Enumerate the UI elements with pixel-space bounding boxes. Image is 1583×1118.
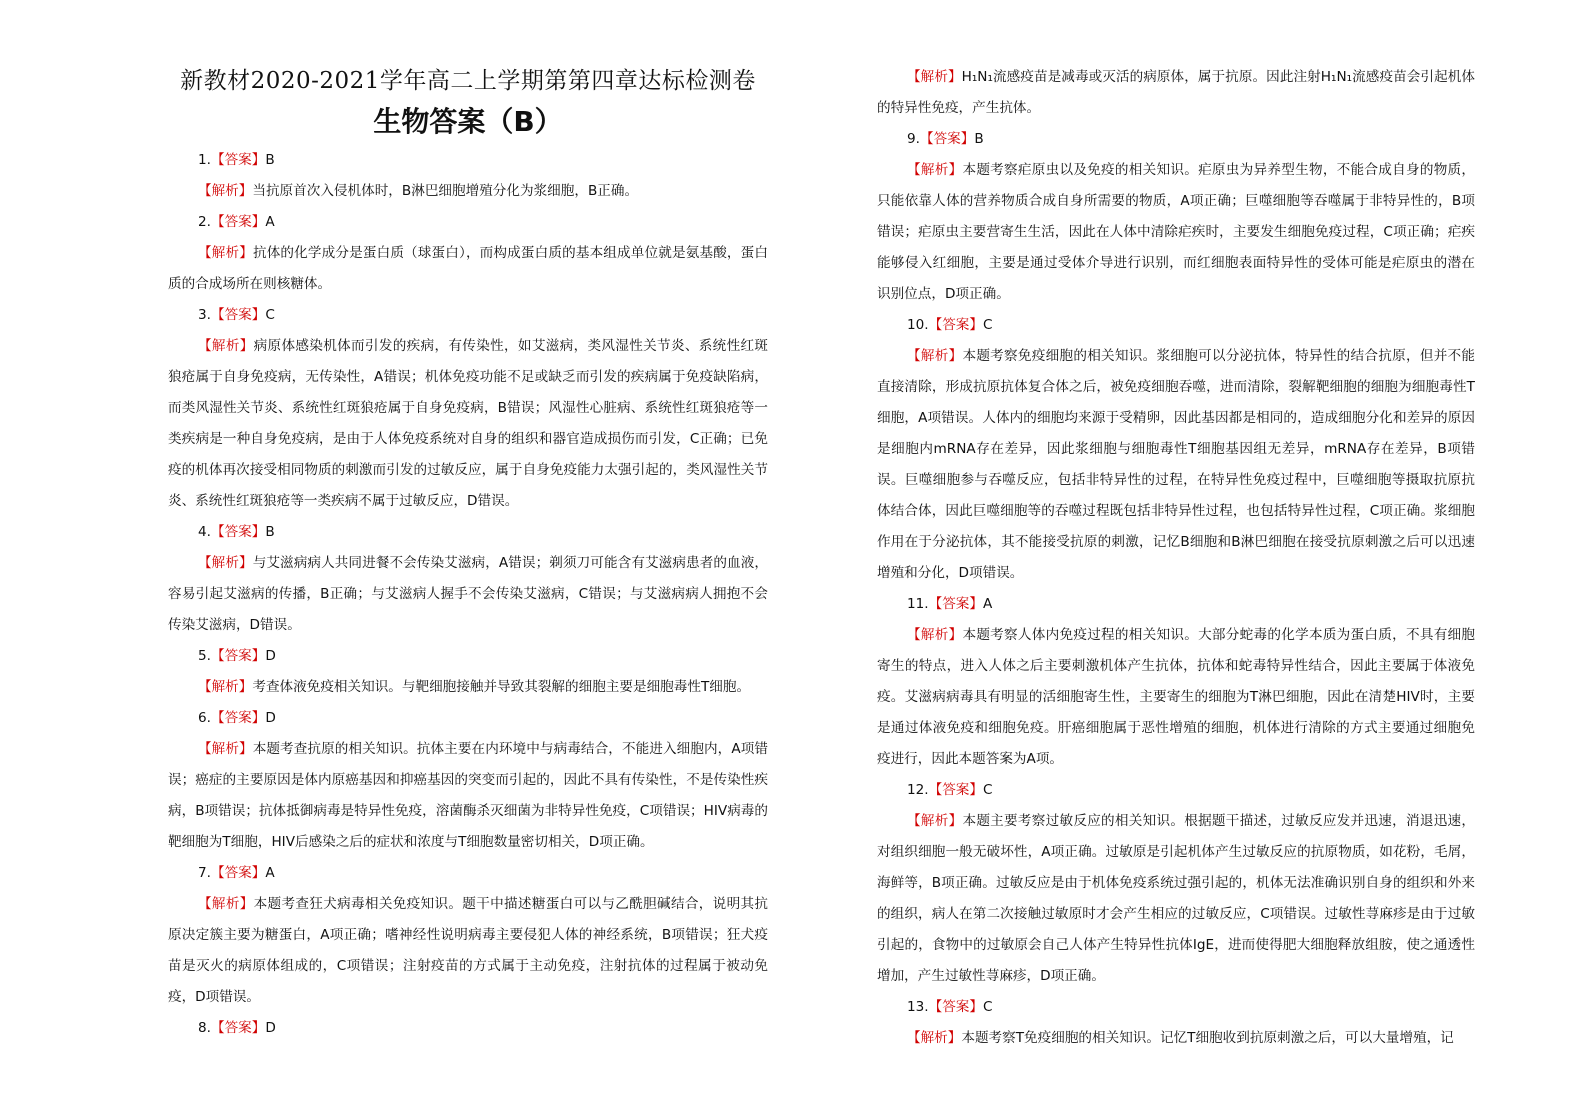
answer-value: B bbox=[265, 524, 275, 540]
answer-line bbox=[877, 992, 1475, 1023]
explanation-text: 本题主要考察过敏反应的相关知识。根据题干描述，过敏反应发并迅速，消退迅速，对组织细胞一般无破坏性，A项正确。过敏原是引起机体产生过敏反应的抗原物质，如花粉，毛屑，海鲜等，B项正确。过敏反应是由于机体免疫系统过强引起的，机体无法准确识别自身的组织和外来的组织，病人在第二次接触过敏原时才会产生相应的过敏反应，C项错误。过敏性荨麻疹是由于过敏引起的，食物中的过敏原会自己人体产生特异性抗体IgE，进而使得肥大细胞释放组胺，使之通透性增加，产生过敏性荨麻疹，D项正确。 bbox=[877, 813, 1476, 984]
explanation-paragraph bbox=[877, 1023, 1475, 1054]
question-number: 8. bbox=[198, 1020, 211, 1036]
answer-line bbox=[877, 775, 1475, 806]
explanation-tag: 【解析】 bbox=[907, 162, 963, 178]
document-subtitle: 生物答案（B） bbox=[373, 105, 563, 138]
explanation-paragraph bbox=[877, 620, 1475, 775]
explanation-text: 本题考查抗原的相关知识。抗体主要在内环境中与病毒结合，不能进入细胞内，A项错误；癌症的主要原因是体内原癌基因和抑癌基因的突变而引起的，因此不具有传染性，不是传染性疾病，B项错误；抗体抵御病毒是特异性免疫，溶菌酶杀灭细菌为非特异性免疫，C项错误；HIV病毒的靶细胞为T细胞，HIV后感染之后的症状和浓度与T细胞数量密切相关，D项正确。 bbox=[168, 741, 768, 850]
answer-value: C bbox=[983, 782, 993, 798]
answer-line bbox=[877, 310, 1475, 341]
right-content bbox=[877, 62, 1475, 1054]
explanation-paragraph bbox=[168, 176, 768, 207]
explanation-paragraph bbox=[168, 331, 768, 517]
explanation-tag: 【解析】 bbox=[198, 338, 254, 354]
answer-value: A bbox=[265, 865, 275, 881]
question-number: 5. bbox=[198, 648, 211, 664]
answer-line bbox=[168, 145, 768, 176]
answer-tag: 【 答案 】 bbox=[211, 152, 265, 168]
explanation-text: 本题考察免疫细胞的相关知识。浆细胞可以分泌抗体，特异性的结合抗原，但并不能直接清除，形成抗原抗体复合体之后，被免疫细胞吞噬，进而清除，裂解靶细胞的细胞为细胞毒性T细胞，A项错误。人体内的细胞均来源于受精卵，因此基因都是相同的，造成细胞分化和差异的原因是细胞内mRNA存在差异，因此浆细胞与细胞毒性T细胞基因组无差异，mRNA存在差异，B项错误。巨噬细胞参与吞噬反应，包括非特异性的过程，在特异性免疫过程中，巨噬细胞等摄取抗原抗体结合体，因此巨噬细胞等的吞噬过程既包括非特异性过程，也包括特异性过程，C项正确。浆细胞作用在于分泌抗体，其不能接受抗原的刺激，记忆B细胞和B淋巴细胞在接受抗原刺激之后可以迅速增殖和分化，D项错误。 bbox=[877, 348, 1476, 581]
explanation-paragraph bbox=[168, 734, 768, 858]
explanation-continuation bbox=[877, 62, 1475, 124]
explanation-tag: 【解析】 bbox=[198, 741, 253, 757]
explanation-paragraph bbox=[877, 155, 1475, 310]
question-number: 13. bbox=[907, 999, 929, 1015]
explanation-paragraph bbox=[877, 341, 1475, 589]
explanation-text: 病原体感染机体而引发的疾病，有传染性，如艾滋病，类风湿性关节炎、系统性红斑狼疮属于自身免疫病，无传染性，A错误；机体免疫功能不足或缺乏而引发的疾病属于免疫缺陷病，而类风湿性关节炎、系统性红斑狼疮属于自身免疫病，B错误；风湿性心脏病、系统性红斑狼疮等一类疾病是一种自身免疫病，是由于人体免疫系统对自身的组织和器官造成损伤而引发，C正确；已免疫的机体再次接受相同物质的刺激而引发的过敏反应，属于自身免疫能力太强引起的，类风湿性关节炎、系统性红斑狼疮等一类疾病不属于过敏反应，D错误。 bbox=[168, 338, 768, 509]
answer-line bbox=[168, 858, 768, 889]
left-content bbox=[168, 145, 768, 1044]
explanation-tag: 【解析】 bbox=[198, 183, 253, 199]
explanation-text: 与艾滋病病人共同进餐不会传染艾滋病，A错误；剃须刀可能含有艾滋病患者的血液，容易引起艾滋病的传播，B正确；与艾滋病人握手不会传染艾滋病，C错误；与艾滋病病人拥抱不会传染艾滋病，D错误。 bbox=[168, 555, 768, 633]
answer-line bbox=[168, 300, 768, 331]
document-title: 新教材2020-2021学年高二上学期第第四章达标检测卷 bbox=[180, 68, 756, 94]
explanation-text: 本题考察T免疫细胞的相关知识。记忆T细胞收到抗原刺激之后，可以大量增殖，记 bbox=[961, 1030, 1454, 1046]
question-number: 12. bbox=[907, 782, 929, 798]
answer-line bbox=[877, 124, 1475, 155]
answer-value: D bbox=[265, 648, 276, 664]
explanation-paragraph bbox=[168, 889, 768, 1013]
answer-value: A bbox=[265, 214, 275, 230]
explanation-tag: 【解析】 bbox=[907, 813, 963, 829]
answer-value: D bbox=[265, 710, 276, 726]
answer-value: B bbox=[974, 131, 984, 147]
answer-line bbox=[168, 703, 768, 734]
explanation-tag: 【解析】 bbox=[198, 555, 253, 571]
answer-tag: 【 答案 】 bbox=[211, 865, 265, 881]
explanation-paragraph bbox=[168, 238, 768, 300]
answer-value: D bbox=[265, 1020, 276, 1036]
explanation-paragraph bbox=[877, 806, 1475, 992]
answer-line bbox=[168, 1013, 768, 1044]
explanation-text: 本题考察人体内免疫过程的相关知识。大部分蛇毒的化学本质为蛋白质，不具有细胞寄生的特点，进入人体之后主要刺激机体产生抗体，抗体和蛇毒特异性结合，因此主要属于体液免疫。艾滋病病毒具有明显的活细胞寄生性，主要寄生的细胞为T淋巴细胞，因此在清楚HIV时，主要是通过体液免疫和细胞免疫。肝癌细胞属于恶性增殖的细胞，机体进行清除的方式主要通过细胞免疫进行，因此本题答案为A项。 bbox=[877, 627, 1476, 767]
explanation-text: 当抗原首次入侵机体时，B淋巴细胞增殖分化为浆细胞，B正确。 bbox=[252, 183, 639, 199]
explanation-tag: 【解析】 bbox=[907, 627, 963, 643]
explanation-tag: 【解析】 bbox=[198, 245, 253, 261]
question-number: 10. bbox=[907, 317, 929, 333]
question-number: 11. bbox=[907, 596, 929, 612]
question-number: 9. bbox=[907, 131, 920, 147]
explanation-text: 本题考察疟原虫以及免疫的相关知识。疟原虫为异养型生物，不能合成自身的物质，只能依靠人体的营养物质合成自身所需要的物质，A项正确；巨噬细胞等吞噬属于非特异性的，B项错误；疟原虫主要营寄生生活，因此在人体中清除疟疾时，主要发生细胞免疫过程，C项正确；疟疾能够侵入红细胞，主要是通过受体介导进行识别，而红细胞表面特异性的受体可能是疟原虫的潜在识别位点，D项正确。 bbox=[877, 162, 1476, 302]
answer-tag: 【 答案 】 bbox=[211, 648, 265, 664]
question-number: 4. bbox=[198, 524, 211, 540]
answer-value: B bbox=[265, 152, 275, 168]
explanation-tag: 【解析】 bbox=[907, 348, 963, 364]
answer-tag: 【 答案 】 bbox=[211, 307, 265, 323]
explanation-tag: 【解析】 bbox=[198, 896, 254, 912]
question-number: 7. bbox=[198, 865, 211, 881]
question-number: 6. bbox=[198, 710, 211, 726]
answer-tag: 【 答案 】 bbox=[929, 317, 983, 333]
answer-tag: 【 答案 】 bbox=[920, 131, 974, 147]
answer-tag: 【 答案 】 bbox=[211, 214, 265, 230]
answer-tag: 【 答案 】 bbox=[211, 710, 265, 726]
explanation-paragraph bbox=[168, 672, 768, 703]
explanation-paragraph bbox=[168, 548, 768, 641]
answer-value: A bbox=[983, 596, 993, 612]
answer-tag: 【 答案 】 bbox=[929, 999, 983, 1015]
answer-value: C bbox=[983, 999, 993, 1015]
explanation-text: 抗体的化学成分是蛋白质（球蛋白），而构成蛋白质的基本组成单位就是氨基酸，蛋白质的合成场所在则核糖体。 bbox=[168, 245, 769, 292]
answer-line bbox=[877, 589, 1475, 620]
answer-line bbox=[168, 517, 768, 548]
explanation-tag: 【解析】 bbox=[198, 679, 253, 695]
question-number: 2. bbox=[198, 214, 211, 230]
answer-value: C bbox=[983, 317, 993, 333]
question-number: 1. bbox=[198, 152, 211, 168]
answer-value: C bbox=[265, 307, 275, 323]
explanation-text: 考查体液免疫相关知识。与靶细胞接触并导致其裂解的细胞主要是细胞毒性T细胞。 bbox=[252, 679, 751, 695]
answer-tag: 【 答案 】 bbox=[929, 596, 983, 612]
answer-line bbox=[168, 207, 768, 238]
question-number: 3. bbox=[198, 307, 211, 323]
explanation-text: 本题考查狂犬病毒相关免疫知识。题干中描述糖蛋白可以与乙酰胆碱结合，说明其抗原决定簇主要为糖蛋白，A项正确；嗜神经性说明病毒主要侵犯人体的神经系统，B项错误；狂犬疫苗是灭火的病原体组成的，C项错误；注射疫苗的方式属于主动免疫，注射抗体的过程属于被动免疫，D项错误。 bbox=[168, 896, 768, 1005]
answer-tag: 【 答案 】 bbox=[211, 1020, 265, 1036]
answer-tag: 【 答案 】 bbox=[211, 524, 265, 540]
explanation-tag: 【解析】 bbox=[907, 69, 962, 85]
explanation-tag: 【解析】 bbox=[907, 1030, 962, 1046]
answer-line bbox=[168, 641, 768, 672]
explanation-text: H₁N₁流感疫苗是减毒或灭活的病原体，属于抗原。因此注射H₁N₁流感疫苗会引起机体的特异性免疫，产生抗体。 bbox=[877, 69, 1476, 116]
answer-tag: 【 答案 】 bbox=[929, 782, 983, 798]
